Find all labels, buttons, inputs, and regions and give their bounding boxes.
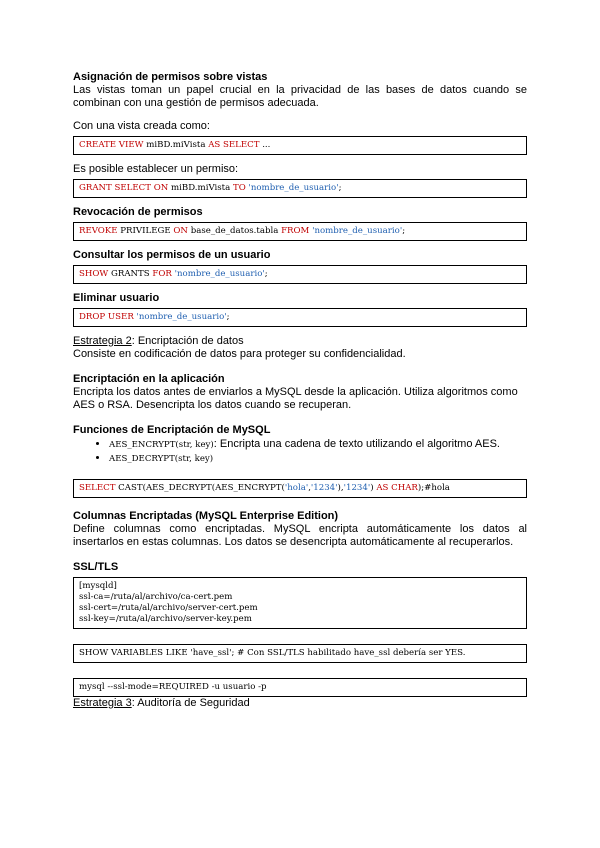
app-encryption-paragraph: Encripta los datos antes de enviarlos a MySQL desde la aplicación. Utiliza algoritmos como AES o RSA. Desencripta los datos cuando se recuperan. — [73, 386, 518, 411]
strategy-2-name: : Encriptación de datos — [131, 335, 244, 347]
code-string: 'nombre_de_usuario' — [245, 183, 339, 193]
encrypted-columns-paragraph: Define columnas como encriptadas. MySQL encripta automáticamente los datos al insertarlos en estas columnas. Los datos se desencripta automáticamente al recuperarlos. — [73, 523, 527, 548]
code-text: ) — [370, 483, 377, 493]
code-keyword: DROP USER — [79, 312, 134, 322]
code-keyword: ON — [173, 226, 188, 236]
code-keyword: AS SELECT — [208, 140, 260, 150]
code-text: miBD.miVista — [168, 183, 233, 193]
code-string: '1234' — [310, 483, 338, 493]
strategy-3-label: Estrategia 3 — [73, 697, 132, 709]
code-text: ), — [337, 483, 344, 493]
heading-views-permissions: Asignación de permisos sobre vistas — [73, 71, 268, 83]
list-item — [109, 438, 527, 452]
code-text: );#hola — [417, 483, 450, 493]
code-keyword: AS CHAR — [376, 483, 418, 493]
code-text: ; — [338, 183, 342, 193]
code-string: 'hola' — [284, 483, 309, 493]
code-text: GRANTS — [108, 269, 153, 279]
strategy-3-name: : Auditoría de Seguridad — [131, 697, 250, 709]
heading-drop-user: Eliminar usuario — [73, 292, 160, 304]
views-paragraph: Las vistas toman un papel crucial en la privacidad de las bases de datos cuando se combinan con una gestión de permisos adecuada. — [73, 84, 527, 109]
code-keyword: CREATE VIEW — [79, 140, 144, 150]
code-show-ssl: SHOW VARIABLES LIKE 'have_ssl'; # Con SSL/TLS habilitado have_ssl debería ser YES. — [73, 644, 527, 663]
function-name: AES_ENCRYPT(str, key) — [109, 440, 214, 450]
heading-revoke: Revocación de permisos — [73, 206, 203, 218]
code-keyword: GRANT SELECT ON — [79, 183, 169, 193]
code-keyword: TO — [232, 183, 246, 193]
strategy-2-title — [73, 335, 527, 348]
code-revoke — [73, 222, 527, 241]
code-text: miBD.miVista — [143, 140, 209, 150]
code-text: ; — [264, 269, 268, 279]
code-keyword: FOR — [152, 269, 172, 279]
code-text: CAST(AES_DECRYPT(AES_ENCRYPT( — [115, 483, 285, 493]
code-drop-user — [73, 308, 527, 327]
document-page — [73, 71, 527, 710]
code-text: , — [308, 483, 311, 493]
functions-list — [73, 438, 527, 466]
code-show-grants — [73, 265, 527, 284]
heading-ssl-tls: SSL/TLS — [73, 561, 119, 573]
code-string: 'nombre_de_usuario' — [171, 269, 265, 279]
code-string: 'nombre_de_usuario' — [309, 226, 403, 236]
code-text: PRIVILEGE — [117, 226, 174, 236]
strategy-3-title — [73, 697, 527, 710]
code-grant — [73, 179, 527, 198]
grant-intro-text: Es posible establecer un permiso: — [73, 163, 239, 175]
code-mysql-ssl-mode: mysql --ssl-mode=REQUIRED -u usuario -p — [73, 678, 527, 697]
code-mysqld-config: [mysqld] ssl-ca=/ruta/al/archivo/ca-cert.pem ssl-cert=/ruta/al/archivo/server-cert.pem ssl-key=/ruta/al/archivo/server-key.pem — [73, 577, 527, 629]
code-keyword: SHOW — [79, 269, 109, 279]
code-text: ... — [259, 140, 271, 150]
code-text: ; — [226, 312, 230, 322]
code-text: base_de_datos.tabla — [187, 226, 282, 236]
code-string: '1234' — [343, 483, 371, 493]
code-keyword: SELECT — [79, 483, 116, 493]
list-item — [109, 452, 527, 466]
code-text: ; — [402, 226, 406, 236]
view-intro-text: Con una vista creada como: — [73, 120, 210, 132]
function-name: AES_DECRYPT(str, key) — [109, 454, 214, 464]
heading-encrypted-columns: Columnas Encriptadas (MySQL Enterprise Edition) — [73, 510, 339, 522]
heading-mysql-functions: Funciones de Encriptación de MySQL — [73, 424, 271, 436]
code-keyword: FROM — [281, 226, 310, 236]
code-string: 'nombre_de_usuario' — [133, 312, 227, 322]
heading-show-grants: Consultar los permisos de un usuario — [73, 249, 271, 261]
strategy-2-desc: Consiste en codificación de datos para proteger su confidencialidad. — [73, 348, 406, 360]
code-keyword: REVOKE — [79, 226, 118, 236]
code-create-view — [73, 136, 527, 155]
strategy-2-label: Estrategia 2 — [73, 335, 132, 347]
code-aes-example — [73, 479, 527, 498]
function-desc: : Encripta una cadena de texto utilizando el algoritmo AES. — [213, 438, 500, 450]
heading-app-encryption: Encriptación en la aplicación — [73, 373, 225, 385]
